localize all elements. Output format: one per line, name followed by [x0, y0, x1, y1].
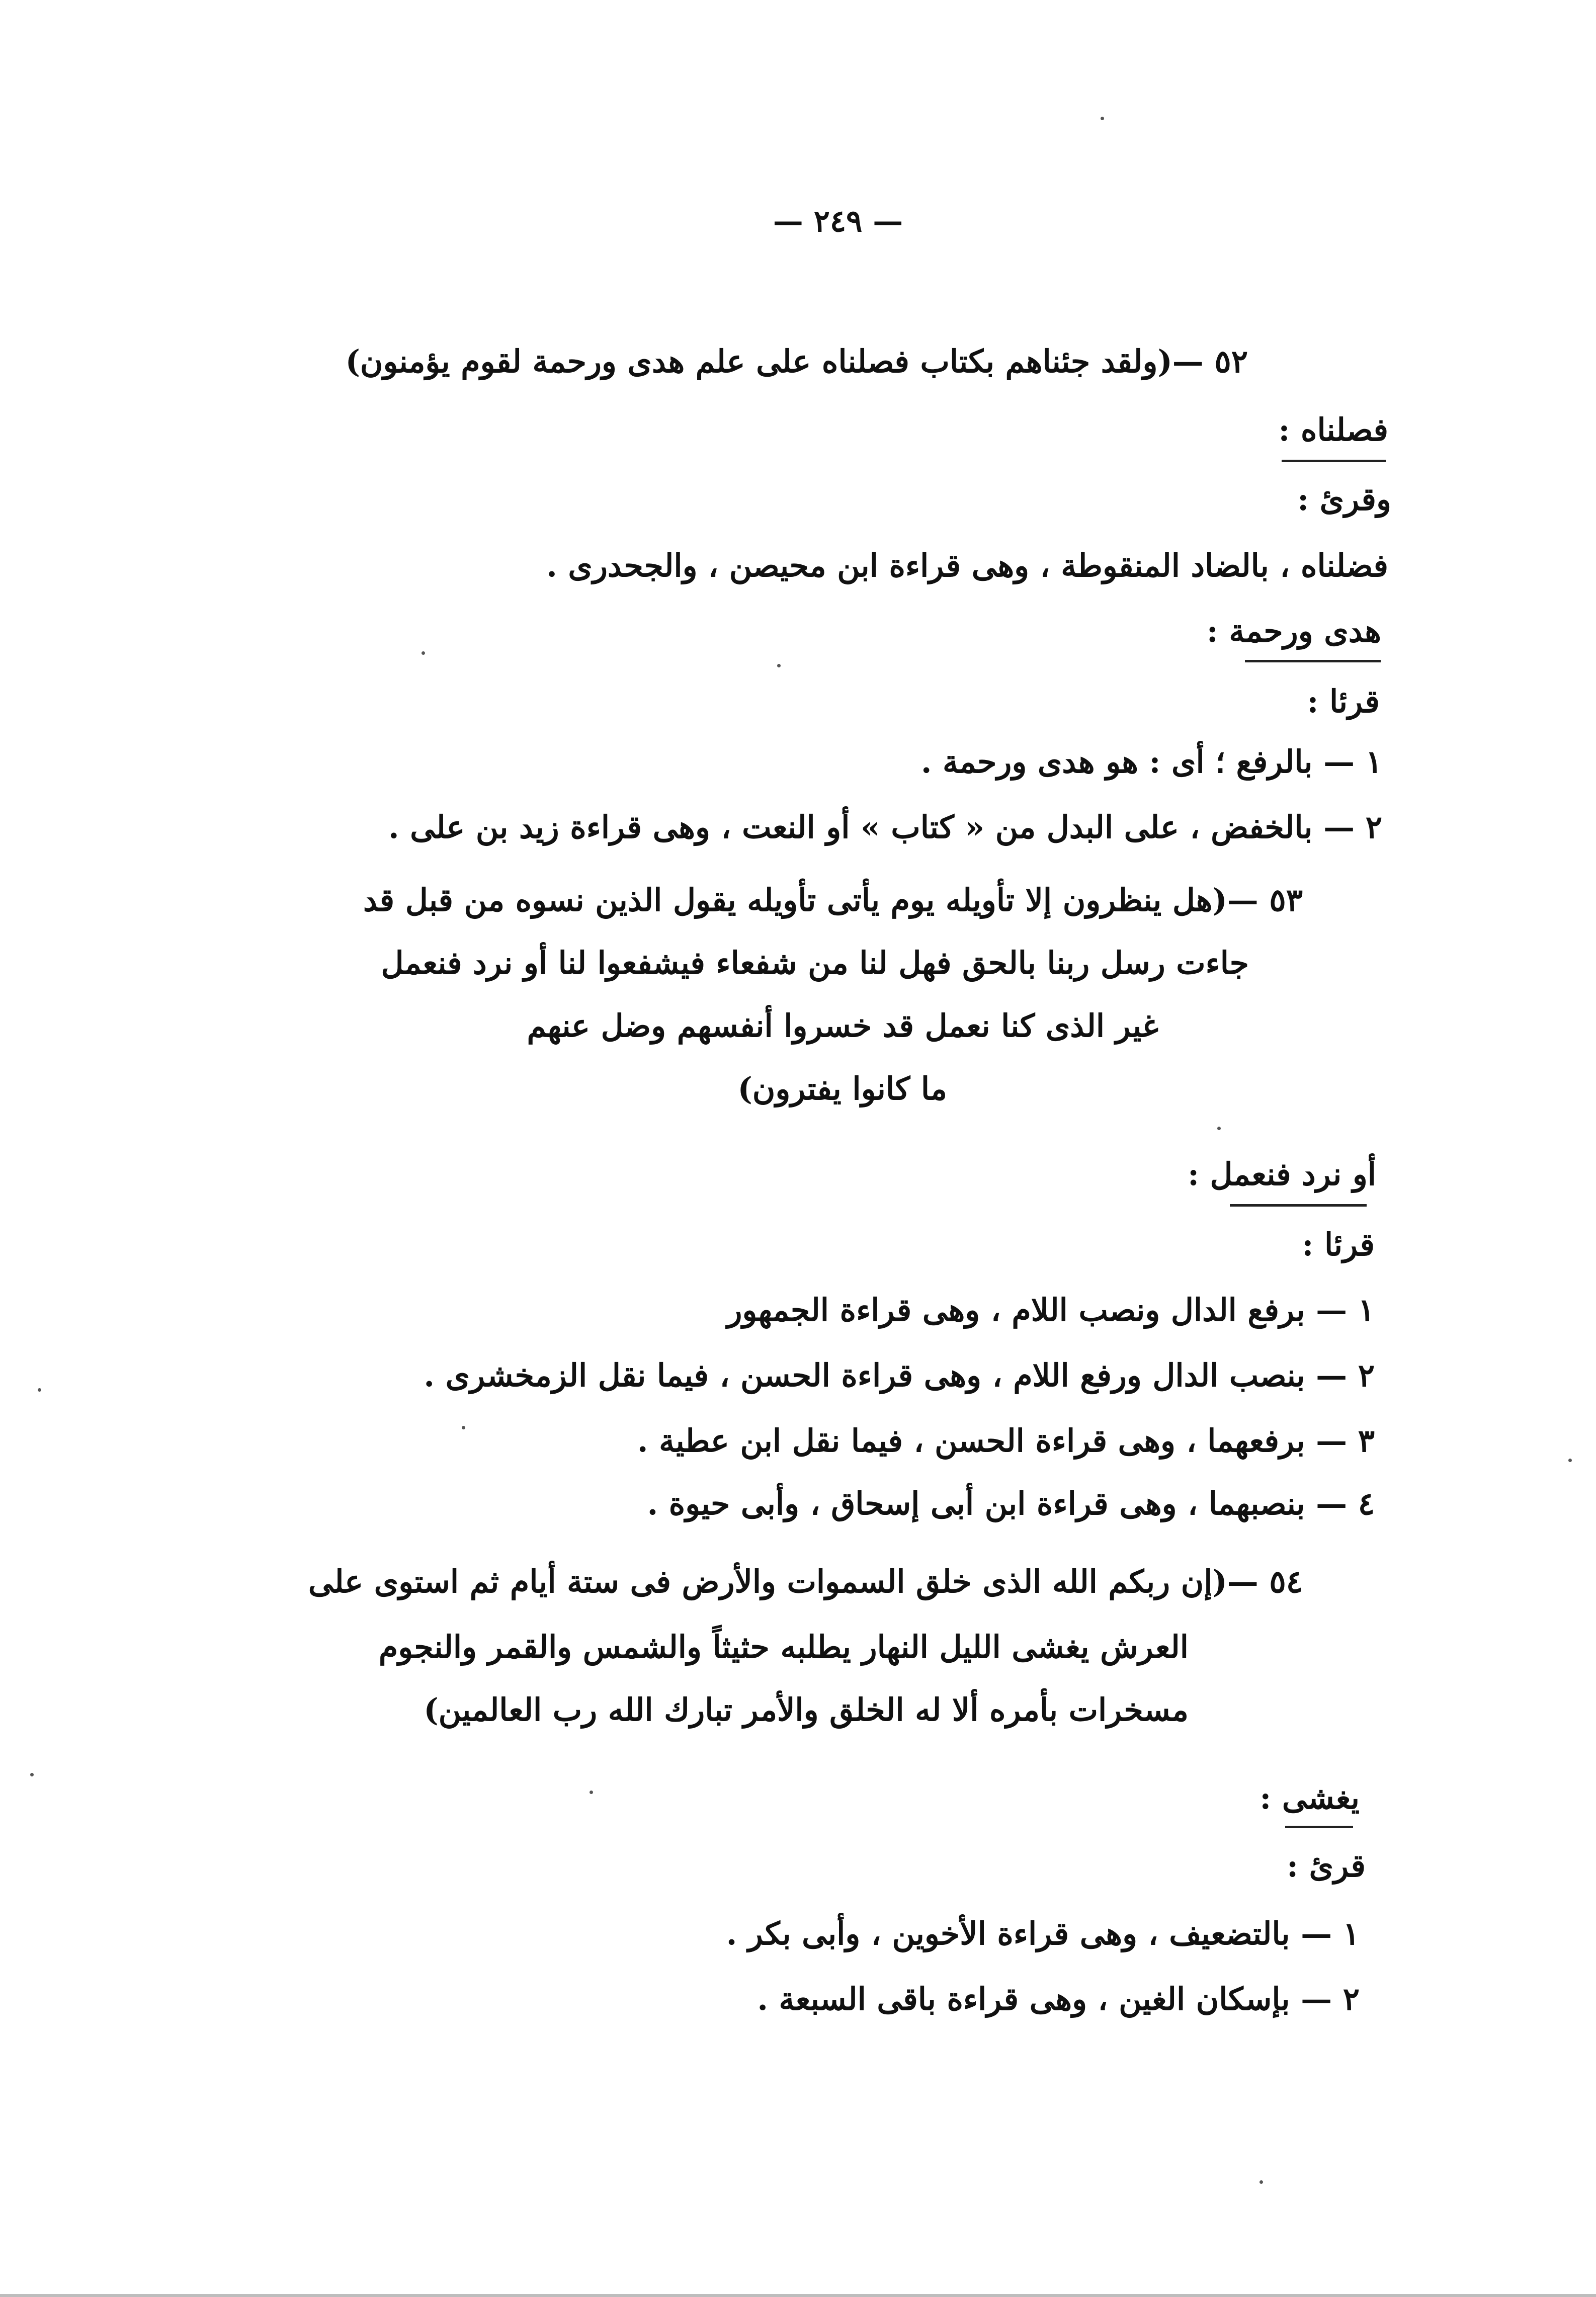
scan-bottom-edge — [0, 2294, 1596, 2297]
reading-intro: وقرئ : — [1297, 481, 1391, 518]
verse-53-line: جاءت رسل ربنا بالحق فهل لنا من شفعاء فيشفعوا لنا أو نرد فنعمل — [381, 945, 1249, 981]
reading-line: ٢ — بإسكان الغين ، وهى قراءة باقى السبعة . — [757, 1981, 1360, 2017]
verse-52: ٥٢ —(ولقد جئناهم بكتاب فصلناه على علم هدى ورحمة لقوم يؤمنون) — [345, 343, 1248, 380]
heading-aw-nurad: أو نرد فنعمل : — [1188, 1156, 1376, 1193]
scan-speck — [1568, 1459, 1572, 1462]
scan-speck — [1259, 2180, 1263, 2184]
heading-underline — [1245, 660, 1381, 662]
verse-54-line: ٥٤ —(إن ربكم الله الذى خلق السموات والأرض فى ستة أيام ثم استوى على — [308, 1563, 1303, 1600]
reading-line: ١ — برفع الدال ونصب اللام ، وهى قراءة الجمهور — [727, 1292, 1375, 1328]
verse-54-line: مسخرات بأمره ألا له الخلق والأمر تبارك الله رب العالمين) — [424, 1691, 1189, 1728]
scan-speck — [777, 664, 781, 667]
heading-underline — [1282, 460, 1386, 462]
scan-speck — [462, 1426, 465, 1429]
heading-underline — [1230, 1204, 1367, 1207]
scan-speck — [590, 1791, 593, 1794]
reading-line: ٤ — بنصبهما ، وهى قراءة ابن أبى إسحاق ، وأبى حيوة . — [647, 1485, 1375, 1522]
scan-speck — [38, 1388, 41, 1392]
reading-intro: قرئ : — [1287, 1847, 1366, 1884]
reading-line: ٣ — برفعهما ، وهى قراءة الحسن ، فيما نقل ابن عطية . — [637, 1422, 1375, 1459]
verse-53-line: ما كانوا يفترون) — [737, 1070, 947, 1107]
reading-intro: قرئا : — [1302, 1226, 1375, 1263]
reading-line: ١ — بالتضعيف ، وهى قراءة الأخوين ، وأبى بكر . — [726, 1915, 1360, 1952]
page-number: — ٢٤٩ — — [773, 204, 903, 239]
reading-line: ٢ — بالخفض ، على البدل من « كتاب » أو النعت ، وهى قراءة زيد بن على . — [388, 809, 1382, 845]
verse-53-line: ٥٣ —(هل ينظرون إلا تأويله يوم يأتى تأويله يقول الذين نسوه من قبل قد — [363, 882, 1303, 918]
heading-fassalnah: فصلناه : — [1278, 411, 1388, 448]
heading-huda-rahma: هدى ورحمة : — [1206, 613, 1381, 649]
heading-yaghshi: يغشى : — [1259, 1779, 1360, 1816]
verse-53-line: غير الذى كنا نعمل قد خسروا أنفسهم وضل عنهم — [527, 1007, 1158, 1044]
scan-speck — [422, 651, 425, 655]
reading-line: فضلناه ، بالضاد المنقوطة ، وهى قراءة ابن محيصن ، والجحدرى . — [546, 547, 1388, 584]
heading-underline — [1285, 1826, 1353, 1828]
scan-speck — [30, 1773, 34, 1776]
reading-line: ١ — بالرفع ؛ أى : هو هدى ورحمة . — [920, 743, 1382, 780]
reading-intro: قرئا : — [1307, 683, 1380, 720]
verse-54-line: العرش يغشى الليل النهار يطلبه حثيثاً والشمس والقمر والنجوم — [378, 1629, 1189, 1665]
scan-speck — [1101, 117, 1104, 120]
scan-speck — [1217, 1127, 1221, 1130]
reading-line: ٢ — بنصب الدال ورفع اللام ، وهى قراءة الحسن ، فيما نقل الزمخشرى . — [424, 1357, 1375, 1394]
